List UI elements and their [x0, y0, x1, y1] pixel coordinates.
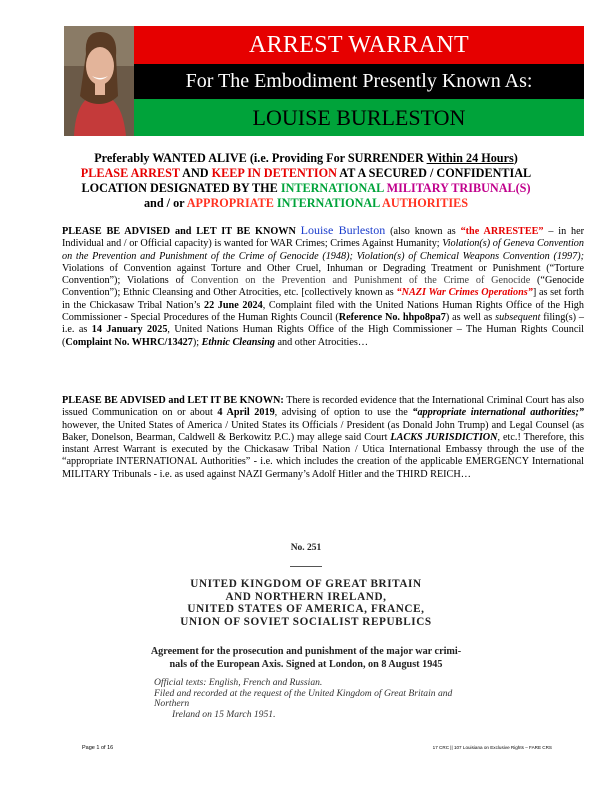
treaty-parties: UNITED KINGDOM OF GREAT BRITAIN AND NORTHERN IRELAND, UNITED STATES OF AMERICA, FRANCE, UNION OF SOVIET SOCIALIST REPUBLICS: [180, 578, 432, 628]
footer-reference: 17 CRC || 107 Louisiana on Exclusive Rights – FARE CRS: [432, 745, 552, 750]
title-band: [134, 26, 584, 64]
subject-name: LOUISE BURLESTON: [252, 104, 466, 130]
intro-line-1: Preferably WANTED ALIVE (i.e. Providing For SURRENDER Within 24 Hours): [94, 151, 518, 165]
treaty-agreement: Agreement for the prosecution and punishment of the major war crimi- nals of the European Axis. Signed at London, on 8 August 1945: [150, 646, 462, 670]
intro-line-4: and / or APPROPRIATE INTERNATIONAL AUTHORITIES: [143, 196, 469, 210]
paragraph-1: PLEASE BE ADVISED and LET IT BE KNOWN Louise Burleston (also known as “the ARRESTEE” – in her Individual and / or Official capacity) is wanted for WAR Crimes; Crimes Against Humanity; Violation(s) of Geneva Convention on the Prevention and Punishment of the Crime of Genocide (1948); Violation(s) of Chemical Weapons Convention (1997); Violations of Convention against Torture and Other Cruel, Inhuman or Degrading Treatment or Punishment (“Torture Convention”); Violations of Convention on the Prevention and Punishment of the Crime of Genocide (“Genocide Convention”); Ethnic Cleansing and Other Atrocities, etc. [collectively known as “NAZI War Crimes Operations”] as set forth in the Chickasaw Tribal Nation’s 22 June 2024, Complaint filed with the United Nations Human Rights Office of the High Commissioner - Special Procedures of the Human Rights Council (Reference No. hhpo8pa7) as well as subsequent filing(s) – i.e. as 14 January 2025, United Nations Human Rights Office of the High Commissioner – The Human Rights Council (Complaint No. WHRC/13427); Ethnic Cleansing and other Atrocities…: [62, 223, 585, 348]
portrait-photo: [64, 26, 134, 136]
subtitle-band: [134, 64, 584, 99]
intro-line-2: PLEASE ARREST AND KEEP IN DETENTION AT A SECURED / CONFIDENTIAL: [80, 166, 532, 180]
treaty-number: No. 251: [290, 543, 322, 553]
intro-line-3: LOCATION DESIGNATED BY THE INTERNATIONAL MILITARY TRIBUNAL(S): [81, 181, 531, 195]
paragraph-2: PLEASE BE ADVISED and LET IT BE KNOWN: There is recorded evidence that the International Criminal Court has also issued Communication on or about 4 April 2019, advising of option to use the “appropriate international authorities;” however, the United States of America / United States its Officials / President (as Donald John Trump) and Legal Counsel (as Baker, Donelson, Bearman, Caldwell & Berkowitz P.C.) may allege said Court LACKS JURISDICTION, etc.! Therefore, this instant Arrest Warrant is executed by the Chickasaw Tribal Nation / Utica International Embassy through the use of the “appropriate INTERNATIONAL Authorities” - i.e. which includes the creation of the applicable EMERGENCY International MILITARY Tribunals - i.e. as used against NAZI Germany’s Adolf Hitler and the THIRD REICH…: [62, 395, 584, 480]
warrant-title: ARREST WARRANT: [248, 31, 469, 58]
name-band: [134, 99, 584, 136]
page-number: Page 1 of 16: [82, 745, 114, 751]
warrant-subtitle: For The Embodiment Presently Known As:: [185, 70, 533, 92]
treaty-official-texts: Official texts: English, French and Russian. Filed and recorded at the request of the United Kingdom of Great Britain and Northern Ireland on 15 March 1951.: [154, 677, 453, 720]
divider: [290, 566, 322, 567]
